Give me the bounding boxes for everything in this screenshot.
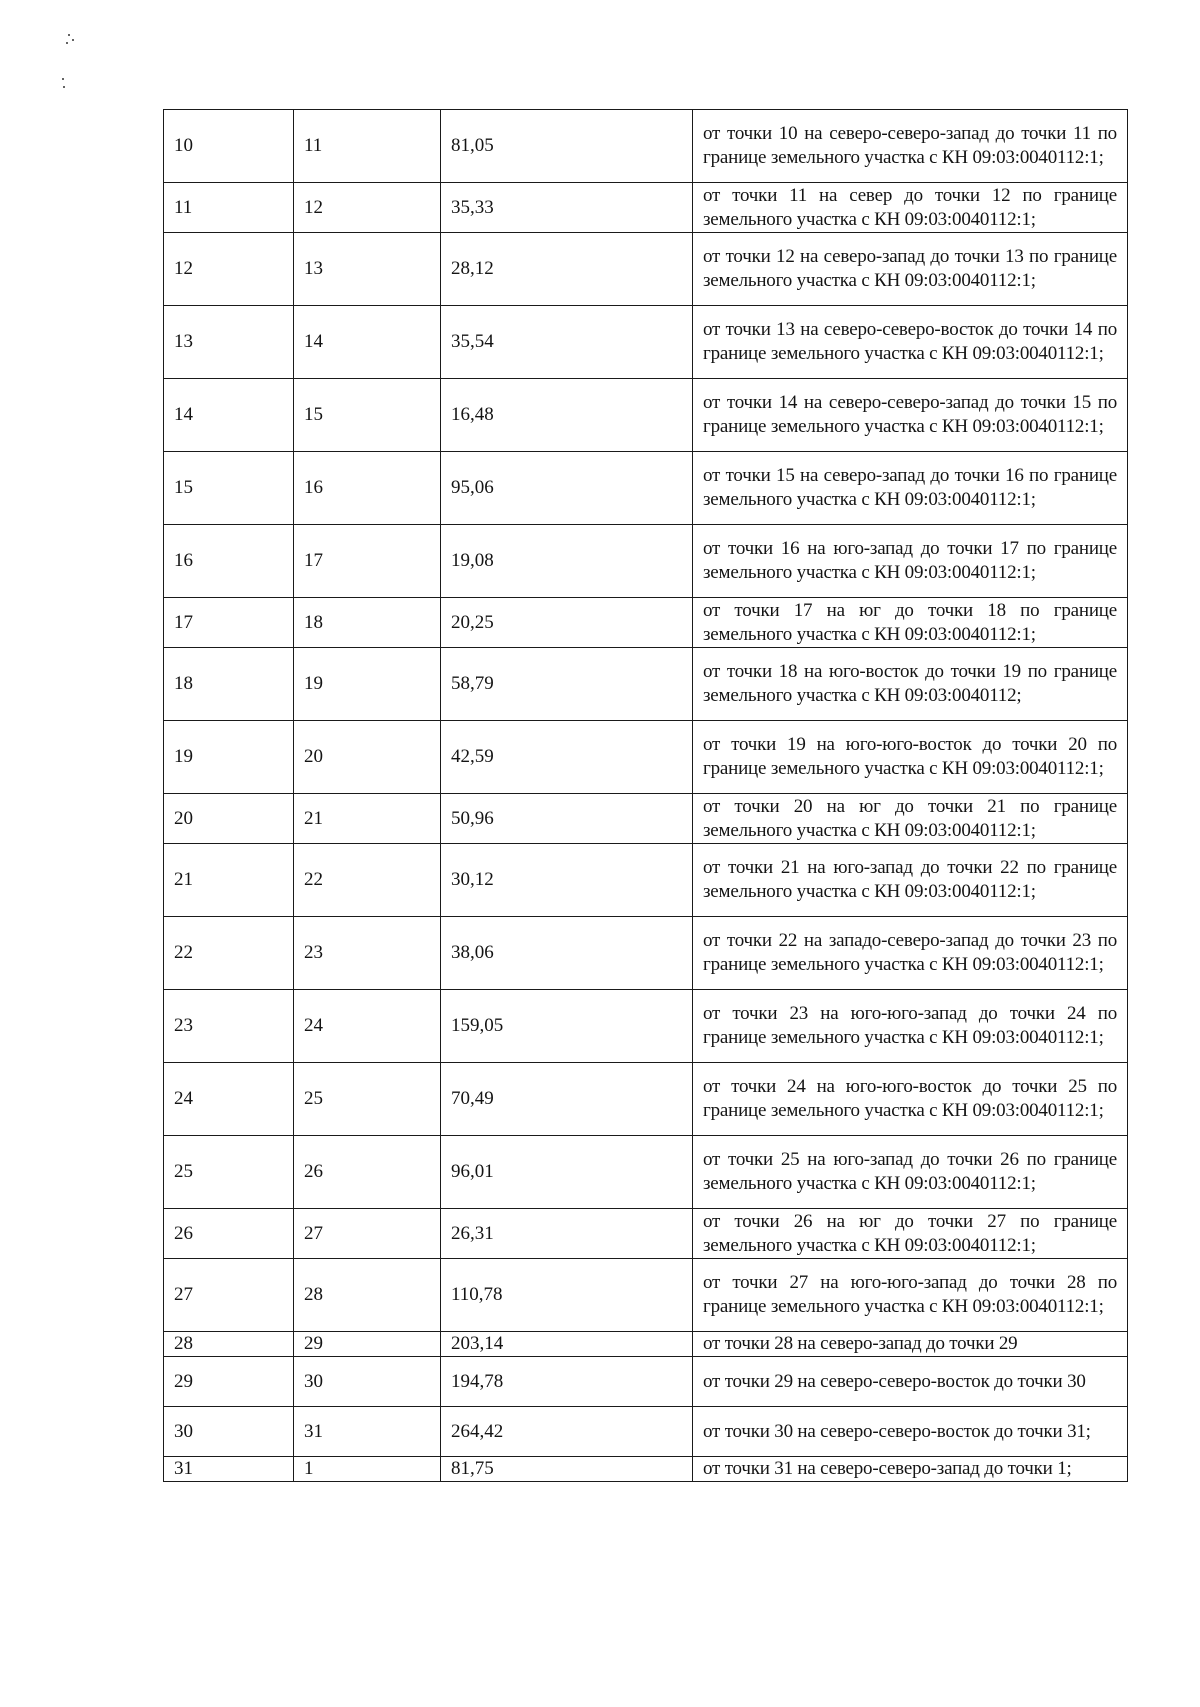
table-row	[164, 1357, 1128, 1407]
table-row	[164, 1063, 1128, 1136]
to-point-cell: 19	[294, 648, 441, 721]
to-point-cell: 17	[294, 525, 441, 598]
segment-description-cell: от точки 19 на юго-юго-восток до точки 20 по границе земельного участка с КН 09:03:0040112:1;	[693, 721, 1128, 794]
from-point-cell: 12	[164, 233, 294, 306]
table-row	[164, 844, 1128, 917]
segment-length-cell: 26,31	[441, 1209, 693, 1259]
segment-length-cell: 42,59	[441, 721, 693, 794]
table-row	[164, 648, 1128, 721]
table-row	[164, 525, 1128, 598]
from-point-cell: 25	[164, 1136, 294, 1209]
from-point-cell: 26	[164, 1209, 294, 1259]
segment-description-cell: от точки 31 на северо-северо-запад до точки 1;	[693, 1457, 1128, 1482]
from-point-cell: 27	[164, 1259, 294, 1332]
table-row	[164, 794, 1128, 844]
to-point-cell: 25	[294, 1063, 441, 1136]
to-point-cell: 11	[294, 110, 441, 183]
segment-length-cell: 203,14	[441, 1332, 693, 1357]
to-point-cell: 20	[294, 721, 441, 794]
to-point-cell: 22	[294, 844, 441, 917]
segment-description-cell: от точки 18 на юго-восток до точки 19 по границе земельного участка с КН 09:03:0040112;	[693, 648, 1128, 721]
table-row	[164, 1332, 1128, 1357]
segment-description-cell: от точки 24 на юго-юго-восток до точки 25 по границе земельного участка с КН 09:03:0040112:1;	[693, 1063, 1128, 1136]
segment-length-cell: 20,25	[441, 598, 693, 648]
segment-length-cell: 30,12	[441, 844, 693, 917]
segment-description-cell: от точки 10 на северо-северо-запад до точки 11 по границе земельного участка с КН 09:03:0040112:1;	[693, 110, 1128, 183]
to-point-cell: 1	[294, 1457, 441, 1482]
segment-length-cell: 159,05	[441, 990, 693, 1063]
segment-description-cell: от точки 29 на северо-северо-восток до точки 30	[693, 1357, 1128, 1407]
segment-length-cell: 38,06	[441, 917, 693, 990]
to-point-cell: 23	[294, 917, 441, 990]
table-row	[164, 917, 1128, 990]
from-point-cell: 23	[164, 990, 294, 1063]
to-point-cell: 30	[294, 1357, 441, 1407]
segment-length-cell: 58,79	[441, 648, 693, 721]
segment-length-cell: 19,08	[441, 525, 693, 598]
segment-length-cell: 264,42	[441, 1407, 693, 1457]
segment-description-cell: от точки 23 на юго-юго-запад до точки 24 по границе земельного участка с КН 09:03:0040112:1;	[693, 990, 1128, 1063]
table-row	[164, 1457, 1128, 1482]
table-row	[164, 110, 1128, 183]
to-point-cell: 24	[294, 990, 441, 1063]
from-point-cell: 21	[164, 844, 294, 917]
segment-length-cell: 50,96	[441, 794, 693, 844]
table-row	[164, 990, 1128, 1063]
from-point-cell: 13	[164, 306, 294, 379]
segment-length-cell: 70,49	[441, 1063, 693, 1136]
segment-description-cell: от точки 20 на юг до точки 21 по границе земельного участка с КН 09:03:0040112:1;	[693, 794, 1128, 844]
segment-length-cell: 81,75	[441, 1457, 693, 1482]
segment-description-cell: от точки 26 на юг до точки 27 по границе земельного участка с КН 09:03:0040112:1;	[693, 1209, 1128, 1259]
table-row	[164, 1407, 1128, 1457]
segment-description-cell: от точки 12 на северо-запад до точки 13 по границе земельного участка с КН 09:03:0040112:1;	[693, 233, 1128, 306]
to-point-cell: 18	[294, 598, 441, 648]
from-point-cell: 28	[164, 1332, 294, 1357]
to-point-cell: 21	[294, 794, 441, 844]
from-point-cell: 31	[164, 1457, 294, 1482]
table-row	[164, 1259, 1128, 1332]
table-row	[164, 598, 1128, 648]
table-row	[164, 452, 1128, 525]
segment-length-cell: 28,12	[441, 233, 693, 306]
table-row	[164, 1209, 1128, 1259]
table-row	[164, 183, 1128, 233]
to-point-cell: 12	[294, 183, 441, 233]
from-point-cell: 19	[164, 721, 294, 794]
segment-description-cell: от точки 27 на юго-юго-запад до точки 28 по границе земельного участка с КН 09:03:0040112:1;	[693, 1259, 1128, 1332]
table-row	[164, 1136, 1128, 1209]
boundary-points-table	[163, 109, 1128, 1482]
from-point-cell: 22	[164, 917, 294, 990]
table-row	[164, 233, 1128, 306]
segment-length-cell: 96,01	[441, 1136, 693, 1209]
from-point-cell: 11	[164, 183, 294, 233]
from-point-cell: 10	[164, 110, 294, 183]
segment-length-cell: 81,05	[441, 110, 693, 183]
segment-description-cell: от точки 15 на северо-запад до точки 16 по границе земельного участка с КН 09:03:0040112:1;	[693, 452, 1128, 525]
segment-length-cell: 35,54	[441, 306, 693, 379]
segment-description-cell: от точки 28 на северо-запад до точки 29	[693, 1332, 1128, 1357]
to-point-cell: 27	[294, 1209, 441, 1259]
scan-artifact-marks	[60, 30, 80, 100]
from-point-cell: 29	[164, 1357, 294, 1407]
segment-description-cell: от точки 21 на юго-запад до точки 22 по границе земельного участка с КН 09:03:0040112:1;	[693, 844, 1128, 917]
to-point-cell: 15	[294, 379, 441, 452]
from-point-cell: 15	[164, 452, 294, 525]
segment-length-cell: 35,33	[441, 183, 693, 233]
table-row	[164, 379, 1128, 452]
from-point-cell: 30	[164, 1407, 294, 1457]
segment-description-cell: от точки 14 на северо-северо-запад до точки 15 по границе земельного участка с КН 09:03:0040112:1;	[693, 379, 1128, 452]
segment-description-cell: от точки 25 на юго-запад до точки 26 по границе земельного участка с КН 09:03:0040112:1;	[693, 1136, 1128, 1209]
segment-description-cell: от точки 17 на юг до точки 18 по границе земельного участка с КН 09:03:0040112:1;	[693, 598, 1128, 648]
to-point-cell: 13	[294, 233, 441, 306]
from-point-cell: 17	[164, 598, 294, 648]
table-row	[164, 721, 1128, 794]
to-point-cell: 26	[294, 1136, 441, 1209]
from-point-cell: 18	[164, 648, 294, 721]
from-point-cell: 24	[164, 1063, 294, 1136]
segment-length-cell: 110,78	[441, 1259, 693, 1332]
segment-description-cell: от точки 22 на западо-северо-запад до точки 23 по границе земельного участка с КН 09:03:0040112:1;	[693, 917, 1128, 990]
segment-length-cell: 194,78	[441, 1357, 693, 1407]
segment-description-cell: от точки 16 на юго-запад до точки 17 по границе земельного участка с КН 09:03:0040112:1;	[693, 525, 1128, 598]
from-point-cell: 14	[164, 379, 294, 452]
table-body	[164, 110, 1128, 1482]
to-point-cell: 16	[294, 452, 441, 525]
segment-description-cell: от точки 11 на север до точки 12 по границе земельного участка с КН 09:03:0040112:1;	[693, 183, 1128, 233]
to-point-cell: 28	[294, 1259, 441, 1332]
from-point-cell: 20	[164, 794, 294, 844]
segment-description-cell: от точки 30 на северо-северо-восток до точки 31;	[693, 1407, 1128, 1457]
segment-length-cell: 95,06	[441, 452, 693, 525]
to-point-cell: 14	[294, 306, 441, 379]
to-point-cell: 31	[294, 1407, 441, 1457]
from-point-cell: 16	[164, 525, 294, 598]
table-row	[164, 306, 1128, 379]
segment-description-cell: от точки 13 на северо-северо-восток до точки 14 по границе земельного участка с КН 09:03:0040112:1;	[693, 306, 1128, 379]
to-point-cell: 29	[294, 1332, 441, 1357]
segment-length-cell: 16,48	[441, 379, 693, 452]
